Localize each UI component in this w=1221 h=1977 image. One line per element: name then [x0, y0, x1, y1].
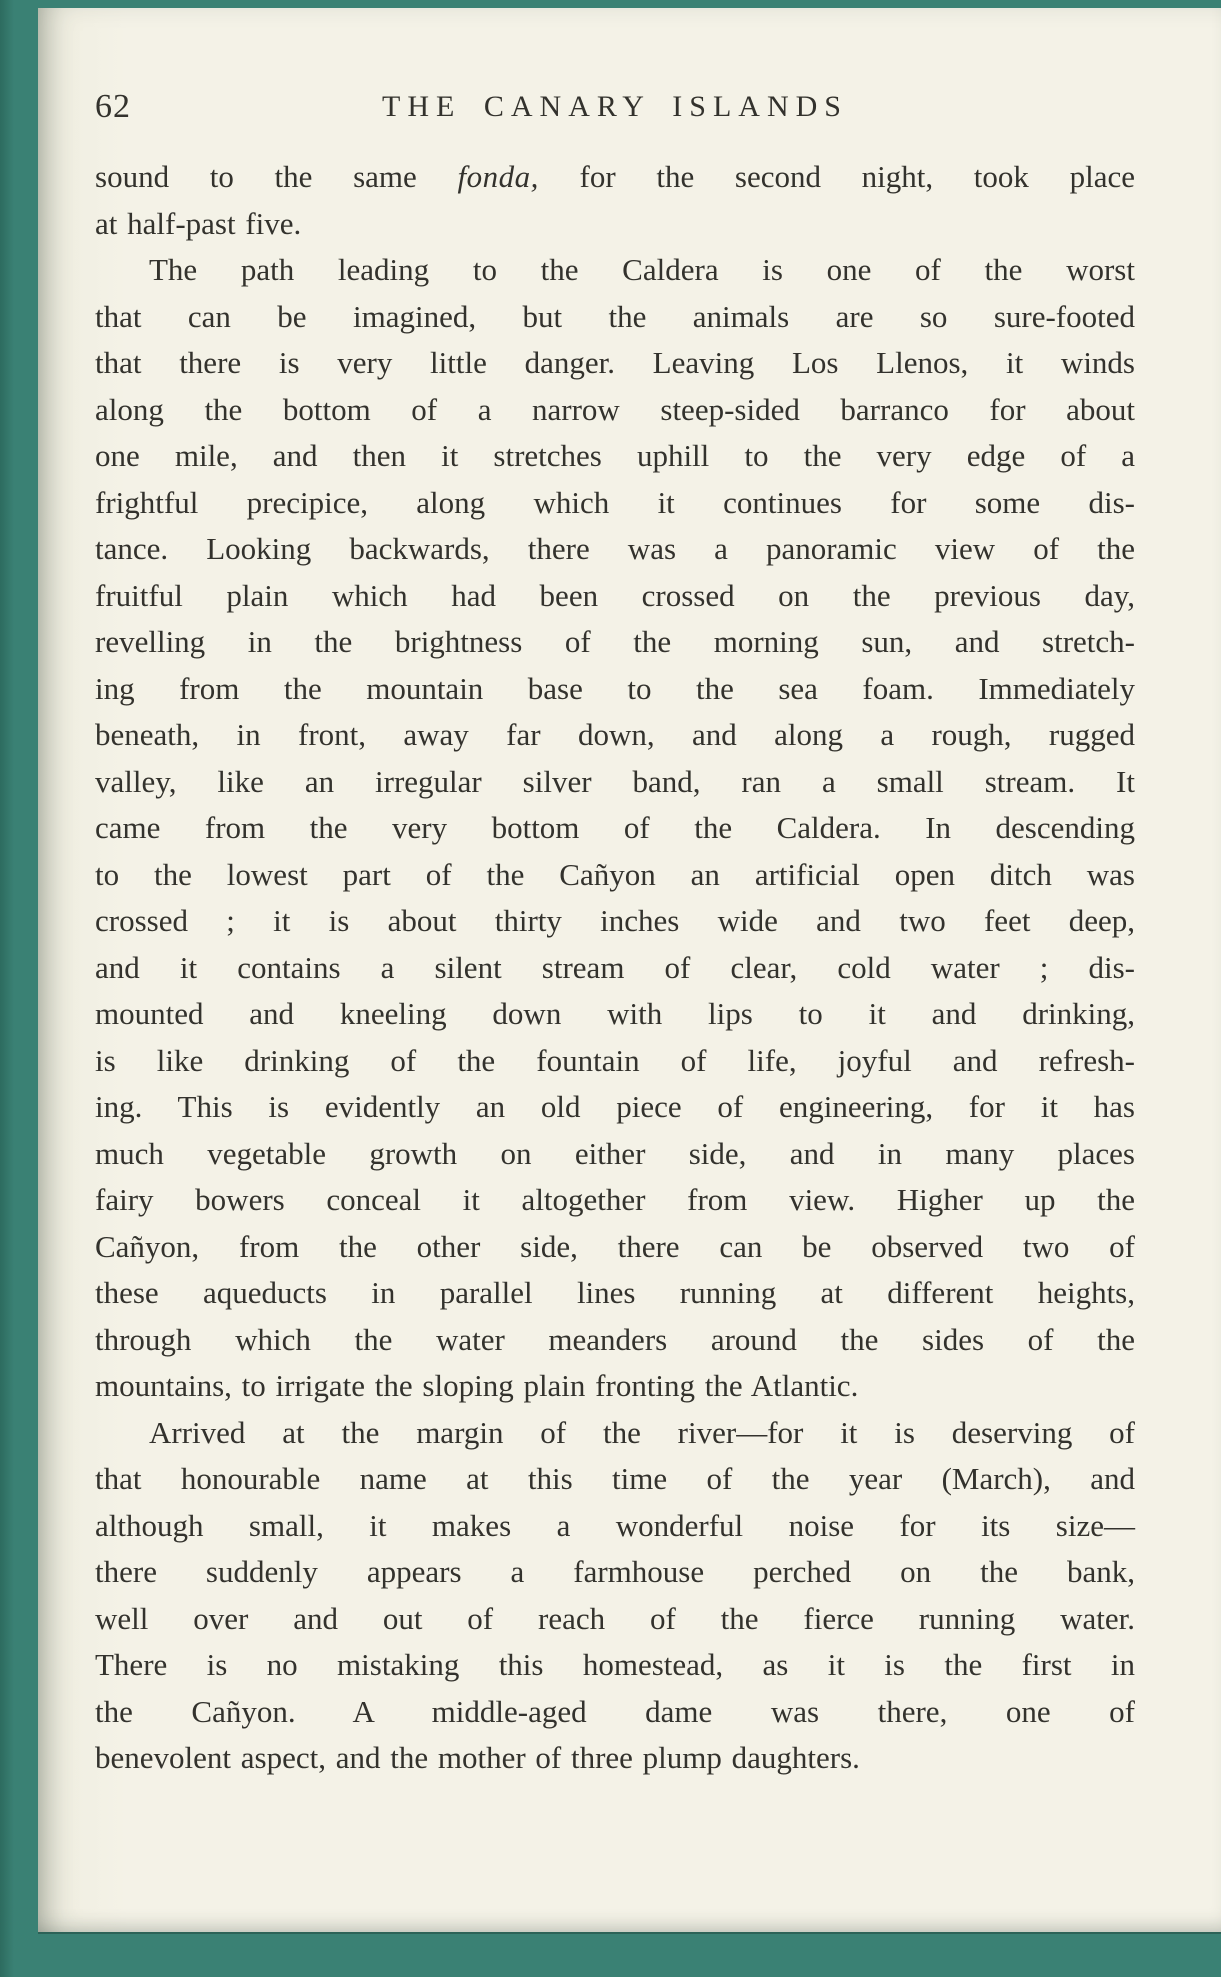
text-block — [95, 154, 1135, 1782]
text-line: mounted and kneeling down with lips to it and drinking, — [95, 996, 1135, 1031]
text-line: that there is very little danger. Leaving Los Llenos, it winds — [95, 345, 1135, 380]
text-line: although small, it makes a wonderful noise for its size— — [95, 1507, 1135, 1543]
text-line: ing from the mountain base to the sea foam. Immediately — [95, 670, 1135, 706]
text-line: There is no mistaking this homestead, as it is the first in — [95, 1647, 1135, 1682]
text-line: much vegetable growth on either side, and in many places — [95, 1135, 1135, 1171]
text-line: Arrived at the margin of the river—for it is deserving of — [149, 1414, 1135, 1450]
text-line: there suddenly appears a farmhouse perched on the bank, — [95, 1554, 1135, 1589]
text-line: is like drinking of the fountain of life, joyful and refresh- — [95, 1042, 1135, 1078]
page-number: 62 — [95, 88, 131, 125]
text-line: came from the very bottom of the Caldera. In descending — [95, 810, 1135, 845]
text-line: revelling in the brightness of the morning sun, and stretch- — [95, 624, 1135, 659]
paragraph — [95, 1410, 1135, 1782]
text-line: well over and out of reach of the fierce running water. — [95, 1600, 1135, 1636]
text-line: The path leading to the Caldera is one of the worst — [149, 252, 1135, 287]
text-line: fairy bowers conceal it altogether from view. Higher up the — [95, 1182, 1135, 1217]
text-line: one mile, and then it stretches uphill to the very edge of a — [95, 438, 1135, 473]
text-line: Cañyon, from the other side, there can be observed two of — [95, 1228, 1135, 1264]
text-line: ing. This is evidently an old piece of engineering, for it has — [95, 1089, 1135, 1124]
text-line: the Cañyon. A middle-aged dame was there, one of — [95, 1693, 1135, 1729]
running-head — [95, 88, 1135, 132]
text-line: beneath, in front, away far down, and along a rough, rugged — [95, 717, 1135, 752]
text-line: tance. Looking backwards, there was a panoramic view of the — [95, 531, 1135, 566]
text-line: these aqueducts in parallel lines running at different heights, — [95, 1275, 1135, 1310]
text-line: sound to the same fonda, for the second night, took place — [95, 159, 1135, 194]
text-line: at half-past five. — [95, 205, 302, 241]
paragraph — [95, 247, 1135, 1410]
text-line: crossed ; it is about thirty inches wide and two feet deep, — [95, 903, 1135, 938]
text-line: through which the water meanders around the sides of the — [95, 1321, 1135, 1357]
book-page — [38, 8, 1221, 1932]
text-line: mountains, to irrigate the sloping plain fronting the Atlantic. — [95, 1368, 859, 1403]
text-line: that can be imagined, but the animals are so sure-footed — [95, 298, 1135, 334]
text-line: to the lowest part of the Cañyon an artificial open ditch was — [95, 856, 1135, 892]
text-line: benevolent aspect, and the mother of three plump daughters. — [95, 1740, 860, 1775]
page-title: THE CANARY ISLANDS — [382, 90, 848, 123]
text-line: that honourable name at this time of the year (March), and — [95, 1461, 1135, 1496]
paragraph — [95, 154, 1135, 247]
text-line: and it contains a silent stream of clear, cold water ; dis- — [95, 949, 1135, 985]
text-line: valley, like an irregular silver band, ran a small stream. It — [95, 763, 1135, 799]
text-line: frightful precipice, along which it continues for some dis- — [95, 484, 1135, 520]
text-line: along the bottom of a narrow steep-sided barranco for about — [95, 391, 1135, 427]
text-line: fruitful plain which had been crossed on the previous day, — [95, 577, 1135, 613]
